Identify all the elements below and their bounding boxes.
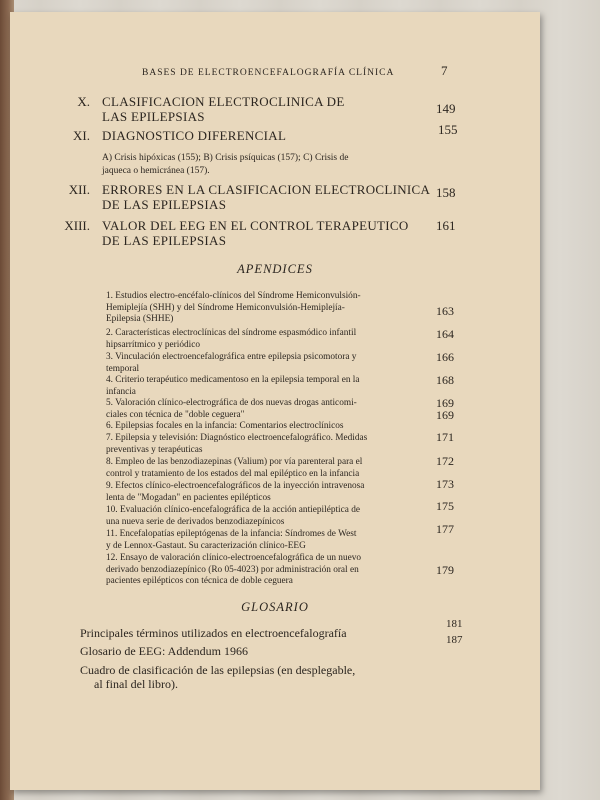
chapter-numeral: X. — [77, 94, 90, 109]
glosario-item: Principales términos utilizados en electroencefalografía — [80, 626, 347, 640]
apendice-page: 164 — [436, 327, 454, 341]
apendice-page: 177 — [436, 522, 454, 536]
apendice-item: 5. Valoración clínico-electrográfica de dos nuevas drogas anticomi- ciales con técnica de "doble ceguera" — [106, 398, 357, 420]
apendice-item: 6. Epilepsias focales en la infancia: Comentarios electroclínicos — [106, 421, 344, 431]
chapter-numeral: XIII. — [64, 218, 90, 233]
apendice-page: 169 — [436, 396, 454, 410]
chapter-title: VALOR DEL EEG EN EL CONTROL TERAPEUTICO DE LAS EPILEPSIAS — [102, 218, 409, 248]
chapter-page: 161 — [436, 218, 456, 233]
chapter-page: 155 — [438, 122, 458, 137]
apendice-page: 172 — [436, 454, 454, 468]
page-number: 7 — [441, 63, 449, 78]
apendice-page: 175 — [436, 499, 454, 513]
apendice-page: 166 — [436, 350, 454, 364]
apendices-heading: APENDICES — [237, 262, 313, 276]
apendice-item: 12. Ensayo de valoración clínico-electroencefalográfica de un nuevo derivado benzodiazepínico (Ro 05-4023) por administración oral en pacientes epilépticos con técnica de doble ceguera — [106, 553, 362, 587]
apendice-item: 2. Características electroclínicas del síndrome espasmódico infantil hipsarrítmico y periódico — [106, 328, 357, 350]
glosario-heading: GLOSARIO — [241, 600, 309, 614]
apendice-item: 4. Criterio terapéutico medicamentoso en la epilepsia temporal en la infancia — [106, 375, 360, 397]
apendice-item: 10. Evaluación clínico-encefalográfica de la acción antiepiléptica de una nueva serie de derivados benzodiazepínicos — [106, 505, 360, 527]
apendice-item: 1. Estudios electro-encéfalo-clínicos del Síndrome Hemiconvulsión- Hemiplejía (SHH) y del Síndrome Hemiconvulsión-Hemiplejía- Epilepsia (SHHE) — [106, 291, 361, 325]
chapter-page: 158 — [436, 185, 456, 200]
apendice-item: 7. Epilepsia y televisión: Diagnóstico electroencefalográfico. Medidas preventivas y terapéuticas — [106, 433, 368, 455]
apendice-page: 168 — [436, 373, 454, 387]
apendice-page: 179 — [436, 563, 454, 577]
apendice-page: 169 — [436, 408, 454, 422]
apendice-item: 3. Vinculación electroencefalográfica entre epilepsia psicomotora y temporal — [106, 352, 357, 374]
chapter-page: 149 — [436, 101, 456, 116]
glosario-page: 187 — [446, 634, 463, 646]
apendice-page: 171 — [436, 430, 454, 444]
chapter-title: DIAGNOSTICO DIFERENCIAL — [102, 128, 287, 143]
glosario-item: Cuadro de clasificación de las epilepsias (en desplegable, al final del libro). — [80, 663, 356, 691]
apendice-page: 163 — [436, 304, 454, 318]
chapter-subsections: A) Crisis hipóxicas (155); B) Crisis psíquicas (157); C) Crisis de jaqueca o hemicránea (157). — [102, 153, 349, 176]
chapter-title: CLASIFICACION ELECTROCLINICA DE LAS EPILEPSIAS — [102, 94, 345, 124]
chapter-numeral: XI. — [73, 128, 90, 143]
book-page — [10, 12, 540, 790]
running-title: BASES DE ELECTROENCEFALOGRAFÍA CLÍNICA — [142, 68, 395, 78]
glosario-page: 181 — [446, 618, 463, 630]
glosario-item: Glosario de EEG: Addendum 1966 — [80, 644, 248, 658]
chapter-title: ERRORES EN LA CLASIFICACION ELECTROCLINICA DE LAS EPILEPSIAS — [102, 182, 431, 212]
chapter-numeral: XII. — [68, 182, 90, 197]
apendice-page: 173 — [436, 477, 454, 491]
apendice-item: 8. Empleo de las benzodiazepinas (Valium) por vía parenteral para el control y tratamiento de los estados del mal epiléptico en la infancia — [106, 457, 363, 479]
apendice-item: 11. Encefalopatías epileptógenas de la infancia: Síndromes de West y de Lennox-Gastaut. Su caracterización clínico-EEG — [106, 529, 357, 551]
apendice-item: 9. Efectos clínico-electroencefalográficos de la inyección intravenosa lenta de "Mogadan" en pacientes epilépticos — [106, 481, 365, 503]
